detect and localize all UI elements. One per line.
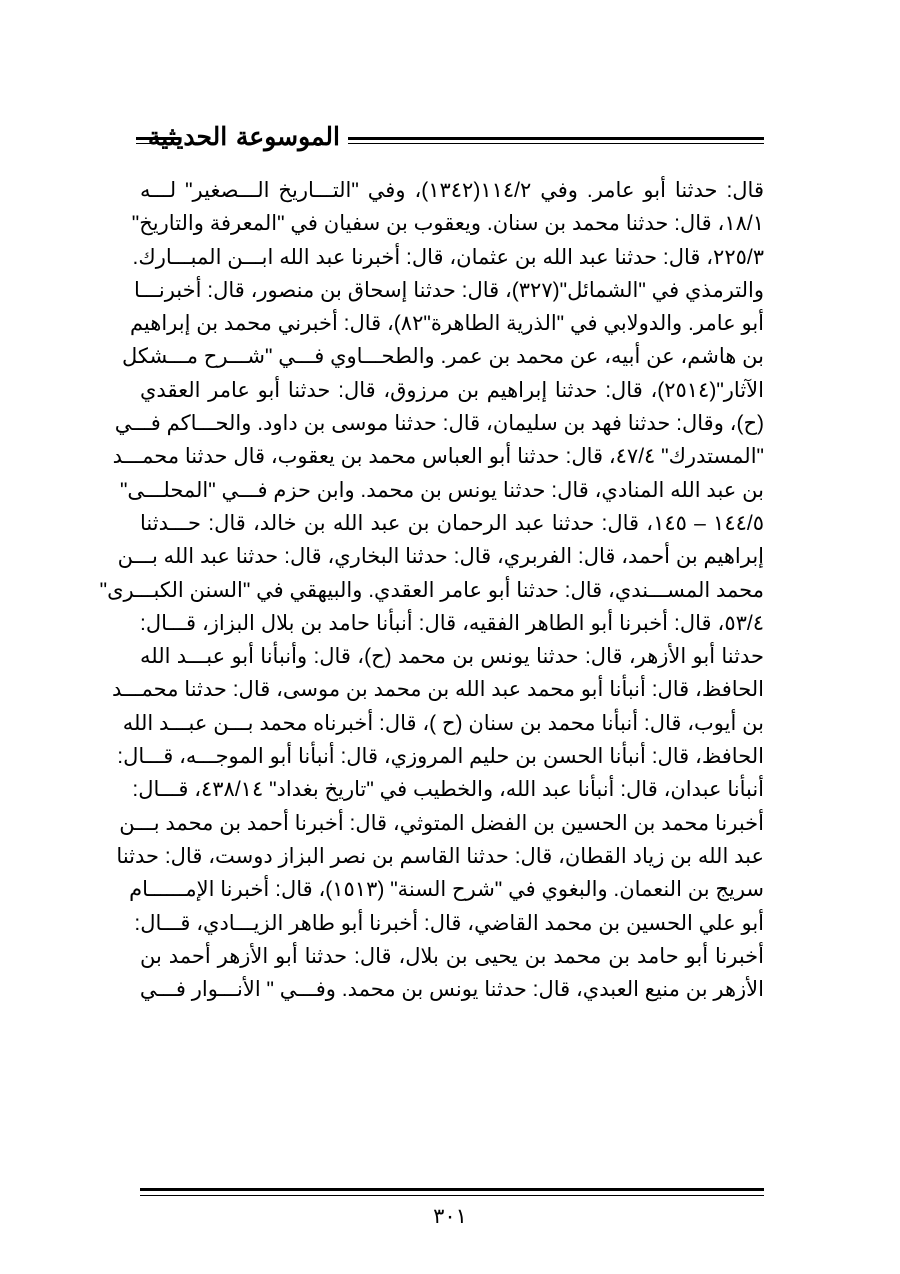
text-line: قال: حدثنا أبو عامر. وفي ١١٤/٢(١٣٤٢)، وفي "التـــاريخ الـــصغير" لـــه: [140, 179, 764, 202]
text-line: الحافظ، قال: أنبأنا أبو محمد عبد الله بن محمد بن موسى، قال: حدثنا محمـــد: [112, 678, 764, 702]
text-line: حدثنا أبو الأزهر، قال: حدثنا يونس بن محمد (ح)، قال: وأنبأنا أبو عبـــد الله: [140, 645, 764, 669]
text-line: بن عبد الله المنادي، قال: حدثنا يونس بن محمد. وابن حزم فـــي "المحلـــى": [119, 478, 764, 502]
text-line: إبراهيم بن أحمد، قال: الفربري، قال: حدثنا البخاري، قال: حدثنا عبد الله بـــن: [117, 545, 764, 569]
text-line: أبو علي الحسين بن محمد القاضي، قال: أخبرنا أبو طاهر الزيـــادي، قـــال:: [134, 911, 764, 935]
text-line: الأزهر بن منيع العبدي، قال: حدثنا يونس بن محمد. وفـــي " الأنـــوار فـــي: [139, 978, 764, 1002]
text-line: عبد الله بن زياد القطان، قال: حدثنا القاسم بن نصر البزاز دوست، قال: حدثنا: [116, 844, 764, 868]
footer-rule: [140, 1188, 764, 1196]
body-text: [99, 174, 764, 1006]
text-line: ١٤٤/٥ – ١٤٥، قال: حدثنا عبد الرحمان بن عبد الله بن خالد، قال: حـــدثنا: [140, 511, 764, 535]
header-rule-long: [348, 137, 764, 144]
text-line: والترمذي في "الشمائل"(٣٢٧)، قال: حدثنا إسحاق بن منصور، قال: أخبرنـــا: [134, 278, 764, 302]
text-line: الحافظ، قال: أنبأنا الحسن بن حليم المروزي، قال: أنبأنا أبو الموجـــه، قـــال:: [117, 745, 764, 769]
text-line: ١٨/١، قال: حدثنا محمد بن سنان. ويعقوب بن سفيان في "المعرفة والتاريخ": [131, 212, 764, 236]
text-line: الآثار"(٢٥١٤)، قال: حدثنا إبراهيم بن مرزوق، قال: حدثنا أبو عامر العقدي: [140, 378, 764, 402]
header-rule-short: [136, 137, 180, 144]
text-line: أخبرنا أبو حامد بن محمد بن يحيى بن بلال، قال: حدثنا أبو الأزهر أحمد بن: [140, 944, 764, 968]
text-line: ٢٢٥/٣، قال: حدثنا عبد الله بن عثمان، قال: أخبرنا عبد الله ابـــن المبـــارك.: [132, 245, 764, 269]
page-header: [136, 120, 764, 166]
text-line: سريج بن النعمان. والبغوي في "شرح السنة" (١٥١٣)، قال: أخبرنا الإمــــــام: [129, 878, 764, 902]
text-line: (ح)، وقال: حدثنا فهد بن سليمان، قال: حدثنا موسى بن داود. والحـــاكم فـــي: [114, 412, 764, 436]
text-line: محمد المســـندي، قال: حدثنا أبو عامر العقدي. والبيهقي في "السنن الكبـــرى": [99, 578, 764, 602]
text-line: أبو عامر. والدولابي في "الذرية الطاهرة"٨٢)، قال: أخبرني محمد بن إبراهيم: [129, 312, 764, 336]
text-line: ٥٣/٤، قال: أخبرنا أبو الطاهر الفقيه، قال: أنبأنا حامد بن بلال البزاز، قـــال:: [140, 611, 764, 635]
text-line: "المستدرك" ٤٧/٤، قال: حدثنا أبو العباس محمد بن يعقوب، قال حدثنا محمـــد: [112, 445, 764, 469]
page-number: ٣٠١: [433, 1205, 467, 1228]
text-line: أخبرنا محمد بن الحسين بن الفضل المتوثي، قال: أخبرنا أحمد بن محمد بـــن: [119, 811, 764, 835]
page-title: الموسوعة الحديثية: [147, 122, 340, 151]
text-line: بن هاشم، عن أبيه، عن محمد بن عمر. والطحـــاوي فـــي "شـــرح مـــشكل: [122, 345, 764, 369]
text-line: أنبأنا عبدان، قال: أنبأنا عبد الله، والخطيب في "تاريخ بغداد" ٤٣٨/١٤، قـــال:: [132, 778, 764, 802]
text-line: بن أيوب، قال: أنبأنا محمد بن سنان (ح )، قال: أخبرناه محمد بـــن عبـــد الله: [122, 711, 764, 735]
